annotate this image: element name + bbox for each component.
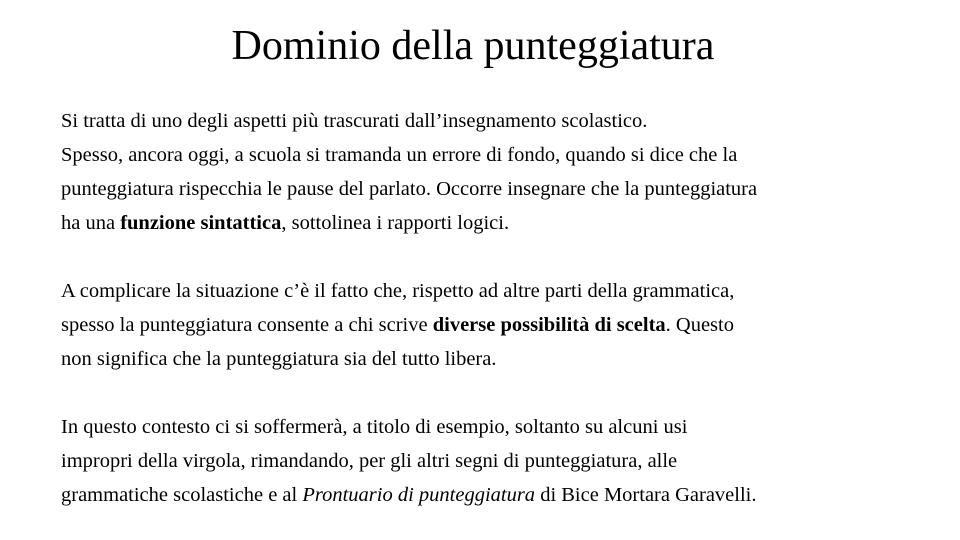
paragraph-line: [61, 444, 941, 478]
text-run: In questo contesto ci si soffermerà, a titolo di esempio, soltanto su alcuni usi: [61, 416, 688, 438]
paragraph-line: [61, 274, 941, 308]
paragraph-line: [61, 342, 941, 376]
paragraph-1: [61, 104, 941, 240]
text-run: impropri della virgola, rimandando, per gli altri segni di punteggiatura, alle: [61, 450, 678, 472]
paragraph-line: [61, 478, 941, 512]
text-run: spesso la punteggiatura consente a chi scrive: [61, 314, 433, 336]
slide-title: Dominio della punteggiatura: [231, 23, 715, 69]
text-run: A complicare la situazione c’è il fatto che, rispetto ad altre parti della grammatica,: [61, 280, 735, 302]
bold-phrase: funzione sintattica: [120, 212, 282, 234]
paragraph-line: [61, 308, 941, 342]
paragraph-line: [61, 138, 941, 172]
text-run: Si tratta di uno degli aspetti più trascurati dall’insegnamento scolastico.: [61, 110, 648, 132]
paragraph-line: [61, 206, 941, 240]
slide-body: [61, 104, 941, 512]
paragraph-3: [61, 410, 941, 512]
text-run: , sottolinea i rapporti logici.: [281, 212, 510, 234]
text-run: non significa che la punteggiatura sia del tutto libera.: [61, 348, 497, 370]
bold-phrase: diverse possibilità di scelta: [432, 314, 666, 336]
paragraph-line: [61, 172, 941, 206]
text-run: . Questo: [665, 314, 734, 336]
text-run: Spesso, ancora oggi, a scuola si tramanda un errore di fondo, quando si dice che la: [61, 144, 738, 166]
paragraph-line: [61, 410, 941, 444]
italic-title: Prontuario di punteggiatura: [302, 484, 536, 506]
text-run: di Bice Mortara Garavelli.: [535, 484, 757, 506]
text-run: grammatiche scolastiche e al: [61, 484, 303, 506]
paragraph-2: [61, 274, 941, 376]
paragraph-line: [61, 104, 941, 138]
text-run: ha una: [61, 212, 121, 234]
text-run: punteggiatura rispecchia le pause del parlato. Occorre insegnare che la punteggiatura: [61, 178, 758, 200]
